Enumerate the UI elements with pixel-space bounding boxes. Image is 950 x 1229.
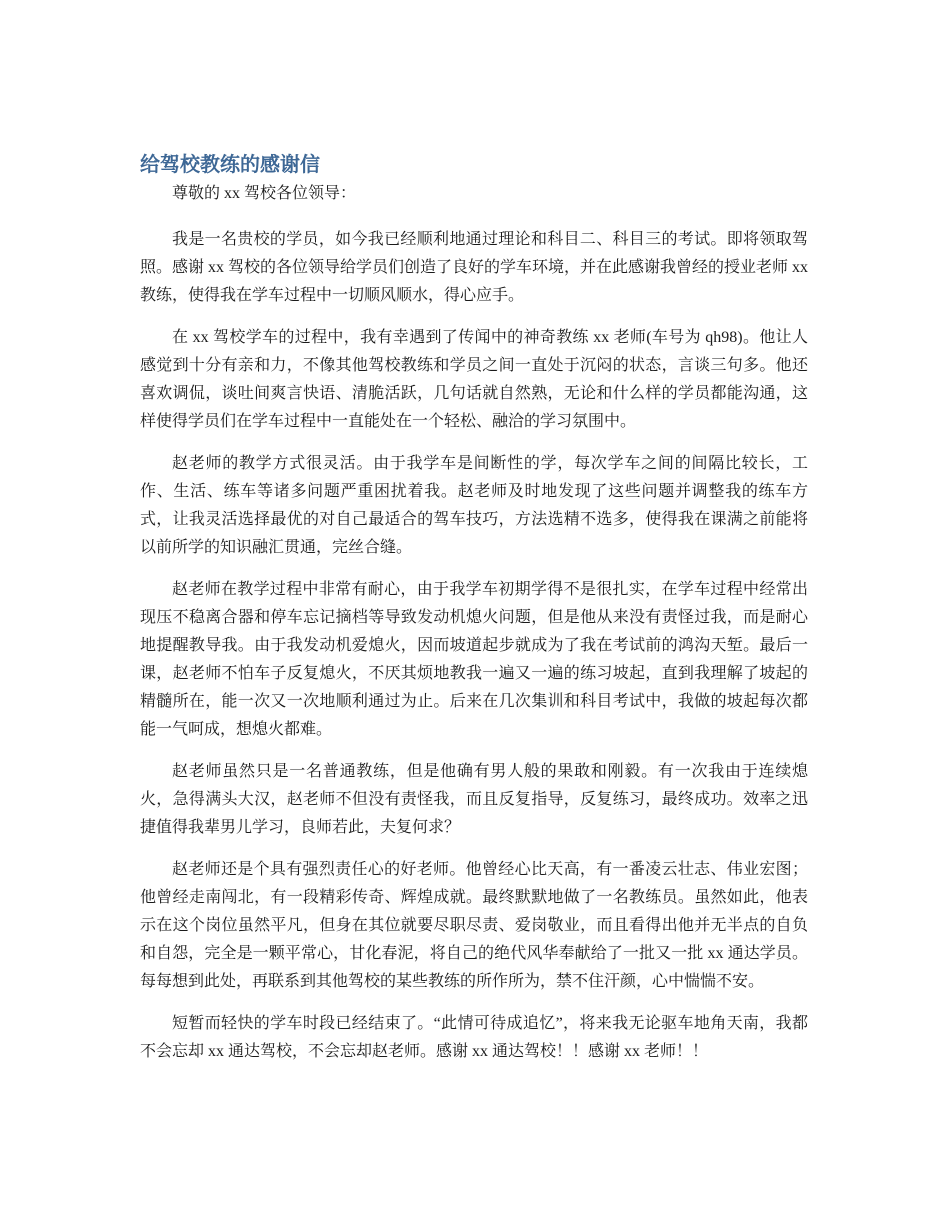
- document-title: 给驾校教练的感谢信: [140, 152, 320, 176]
- paragraph-6: 赵老师还是个具有强烈责任心的好老师。他曾经心比天高，有一番凌云壮志、伟业宏图；他曾经走南闯北，有一段精彩传奇、辉煌成就。最终默默地做了一名教练员。虽然如此，他表示在这个岗位虽然平凡，但身在其位就要尽职尽责、爱岗敬业，而且看得出他并无半点的自负和自怨，完全是一颗平常心，甘化春泥，将自己的绝代风华奉献给了一批又一批 xx 通达学员。每每想到此处，再联系到其他驾校的某些教练的所作所为，禁不住汗颜，心中惴惴不安。: [140, 861, 808, 990]
- paragraph-3: 赵老师的教学方式很灵活。由于我学车是间断性的学，每次学车之间的间隔比较长，工作、生活、练车等诸多问题严重困扰着我。赵老师及时地发现了这些问题并调整我的练车方式，让我灵活选择最优的对自己最适合的驾车技巧，方法选精不选多，使得我在课满之前能将以前所学的知识融汇贯通，完丝合缝。: [140, 455, 808, 556]
- paragraph-5: 赵老师虽然只是一名普通教练，但是他确有男人般的果敢和刚毅。有一次我由于连续熄火，急得满头大汉，赵老师不但没有责怪我，而且反复指导，反复练习，最终成功。效率之迅捷值得我辈男儿学习，良师若此，夫复何求？: [140, 763, 808, 836]
- paragraph-4: 赵老师在教学过程中非常有耐心，由于我学车初期学得不是很扎实，在学车过程中经常出现压不稳离合器和停车忘记摘档等导致发动机熄火问题，但是他从来没有责怪过我，而是耐心地提醒教导我。由于我发动机爱熄火，因而坡道起步就成为了我在考试前的鸿沟天堑。最后一课，赵老师不怕车子反复熄火，不厌其烦地教我一遍又一遍的练习坡起，直到我理解了坡起的精髓所在，能一次又一次地顺利通过为止。后来在几次集训和科目考试中，我做的坡起每次都能一气呵成，想熄火都难。: [140, 581, 808, 738]
- paragraph-1: 我是一名贵校的学员，如今我已经顺利地通过理论和科目二、科目三的考试。即将领取驾照。感谢 xx 驾校的各位领导给学员们创造了良好的学车环境，并在此感谢我曾经的授业老师 xx 教练，使得我在学车过程中一切顺风顺水，得心应手。: [140, 231, 809, 304]
- paragraph-2: 在 xx 驾校学车的过程中，我有幸遇到了传闻中的神奇教练 xx 老师(车号为 qh98)。他让人感觉到十分有亲和力，不像其他驾校教练和学员之间一直处于沉闷的状态，言谈三句多。他还喜欢调侃，谈吐间爽言快语、清脆活跃，几句话就自然熟，无论和什么样的学员都能沟通，这样使得学员们在学车过程中一直能处在一个轻松、融洽的学习氛围中。: [140, 329, 808, 430]
- document-page: [140, 150, 808, 1080]
- paragraph-7: 短暂而轻快的学车时段已经结束了。“此情可待成追忆”，将来我无论驱车地角天南，我都不会忘却 xx 通达驾校，不会忘却赵老师。感谢 xx 通达驾校！！感谢 xx 老师！！: [140, 1015, 808, 1060]
- salutation: 尊敬的 xx 驾校各位领导：: [172, 185, 357, 202]
